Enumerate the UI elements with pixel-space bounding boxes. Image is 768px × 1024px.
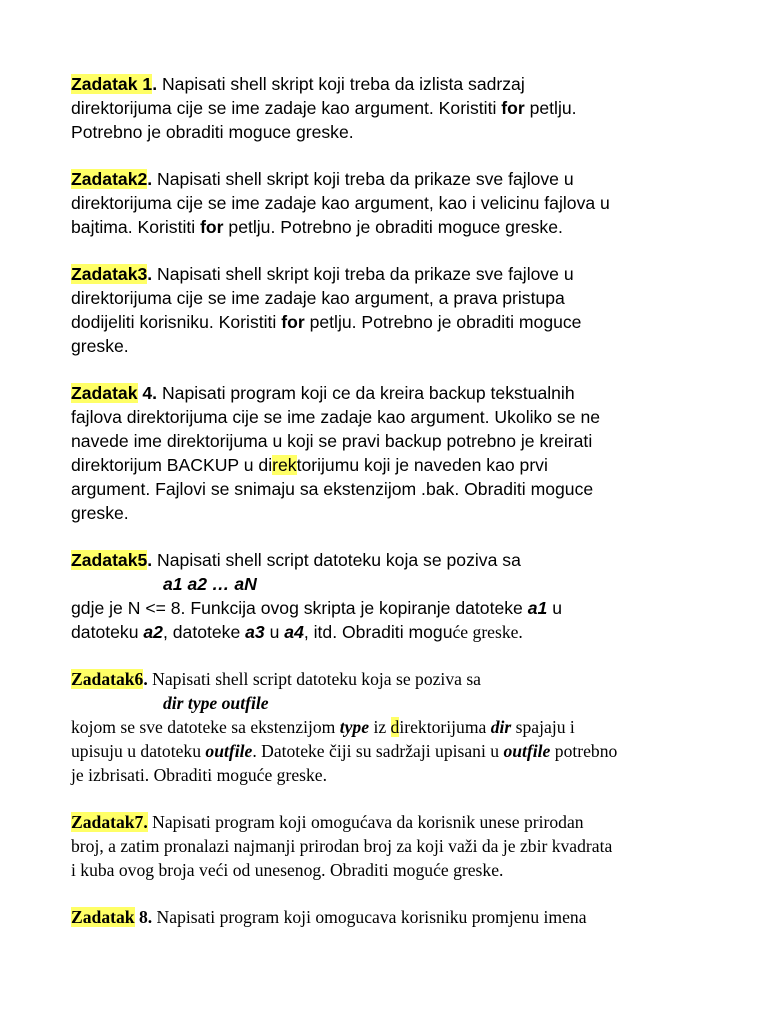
- task-2-line-2: direktorijuma cije se ime zadaje kao argument, kao i velicinu fajlova u: [71, 193, 610, 213]
- task-5-arguments: a1 a2 … aN: [163, 574, 257, 594]
- task-8-line-1: Zadatak 8. Napisati program koji omogucava korisniku promjenu imena: [71, 907, 587, 927]
- task-1-label: Zadatak 1.: [71, 74, 158, 94]
- task-2-line-1: Zadatak2. Napisati shell skript koji treba da prikaze sve fajlove u: [71, 169, 574, 189]
- task-5: [71, 548, 711, 644]
- task-4-line-2: fajlova direktorijuma cije se ime zadaje kao argument. Ukoliko se ne: [71, 407, 601, 427]
- keyword-for: for: [501, 98, 525, 118]
- task-6-label: Zadatak6.: [71, 669, 148, 689]
- task-7-line-3: i kuba ovog broja veći od unesenog. Obraditi moguće greske.: [71, 860, 504, 880]
- task-2-line-3: bajtima. Koristiti for petlju. Potrebno je obraditi moguce greske.: [71, 217, 563, 237]
- task-1: [71, 72, 711, 144]
- task-3-line-2: direktorijuma cije se ime zadaje kao argument, a prava pristupa: [71, 288, 565, 308]
- task-6-arguments: dir type outfile: [163, 693, 269, 713]
- task-5-line-3: gdje je N <= 8. Funkcija ovog skripta je kopiranje datoteke a1 u: [71, 598, 562, 618]
- task-4-line-6: greske.: [71, 503, 129, 523]
- task-7: [71, 810, 711, 882]
- task-4-line-3: navede ime direktorijuma u koji se pravi backup potrebno je kreirati: [71, 431, 593, 451]
- keyword-for: for: [281, 312, 305, 332]
- task-3-line-3: dodijeliti korisniku. Koristiti for petlju. Potrebno je obraditi moguce: [71, 312, 582, 332]
- task-3: [71, 262, 711, 358]
- task-3-line-4: greske.: [71, 336, 129, 356]
- task-8-label: Zadatak 8.: [71, 907, 153, 927]
- task-8: [71, 905, 711, 929]
- task-3-label: Zadatak3.: [71, 264, 153, 284]
- task-7-line-1: Zadatak7. Napisati program koji omogućava da korisnik unese prirodan: [71, 812, 584, 832]
- highlighted-fragment: rek: [272, 455, 297, 475]
- task-4-line-5: argument. Fajlovi se snimaju sa ekstenzijom .bak. Obraditi moguce: [71, 479, 594, 499]
- task-6-line-3: kojom se sve datoteke sa ekstenzijom type iz direktorijuma dir spajaju i: [71, 717, 575, 737]
- task-4: [71, 381, 711, 525]
- task-7-label: Zadatak7.: [71, 812, 148, 832]
- task-2-label: Zadatak2.: [71, 169, 153, 189]
- task-1-line-3: Potrebno je obraditi moguce greske.: [71, 122, 354, 142]
- task-5-line-1: Zadatak5. Napisati shell script datoteku koja se poziva sa: [71, 550, 521, 570]
- task-4-line-1: Zadatak 4. Napisati program koji ce da kreira backup tekstualnih: [71, 383, 575, 403]
- task-2: [71, 167, 711, 239]
- task-5-line-4: datoteku a2, datoteke a3 u a4, itd. Obraditi moguće greske.: [71, 622, 523, 642]
- task-5-label: Zadatak5.: [71, 550, 153, 570]
- task-1-line-2: direktorijuma cije se ime zadaje kao argument. Koristiti for petlju.: [71, 98, 577, 118]
- task-6: [71, 667, 711, 787]
- keyword-for: for: [200, 217, 224, 237]
- document-page: [71, 72, 711, 952]
- task-3-line-1: Zadatak3. Napisati shell skript koji treba da prikaze sve fajlove u: [71, 264, 574, 284]
- task-6-line-1: Zadatak6. Napisati shell script datoteku koja se poziva sa: [71, 669, 481, 689]
- task-1-line-1: Zadatak 1. Napisati shell skript koji treba da izlista sadrzaj: [71, 74, 525, 94]
- task-4-line-4: direktorijum BACKUP u direktorijumu koji je naveden kao prvi: [71, 455, 548, 475]
- task-4-label: Zadatak 4.: [71, 383, 158, 403]
- task-6-line-4: upisuju u datoteku outfile. Datoteke čiji su sadržaji upisani u outfile potrebno: [71, 741, 618, 761]
- task-7-line-2: broj, a zatim pronalazi najmanji prirodan broj za koji važi da je zbir kvadrata: [71, 836, 613, 856]
- task-6-line-5: je izbrisati. Obraditi moguće greske.: [71, 765, 328, 785]
